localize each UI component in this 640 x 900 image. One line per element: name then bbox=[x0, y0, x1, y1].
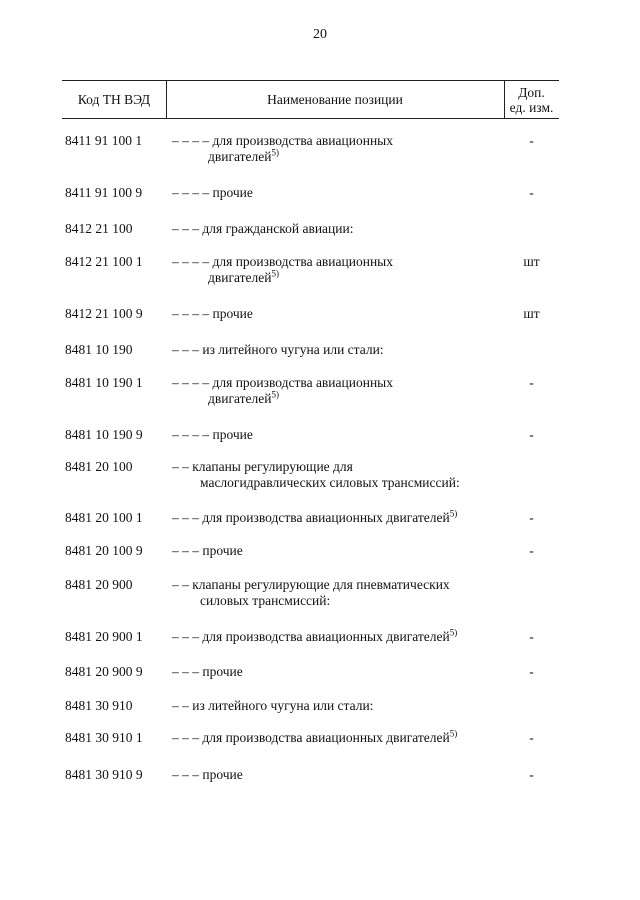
page-number: 20 bbox=[313, 27, 327, 42]
footnote-mark: 5) bbox=[271, 268, 279, 279]
row-code: 8481 20 100 9 bbox=[65, 543, 143, 558]
row-name bbox=[172, 698, 497, 714]
table-row bbox=[62, 767, 559, 797]
row-code: 8411 91 100 9 bbox=[65, 185, 143, 200]
row-code: 8481 30 910 1 bbox=[65, 730, 143, 745]
row-text: прочие bbox=[202, 767, 243, 782]
row-text-cont: маслогидравлических силовых трансмиссий: bbox=[200, 475, 460, 490]
table-row bbox=[62, 664, 559, 698]
row-unit: - bbox=[529, 543, 534, 558]
row-unit: - bbox=[529, 767, 534, 782]
row-unit: - bbox=[529, 730, 534, 745]
table-row bbox=[62, 306, 559, 342]
table-header bbox=[62, 80, 559, 119]
row-unit: - bbox=[529, 629, 534, 644]
row-name bbox=[172, 730, 497, 746]
header-unit bbox=[504, 81, 559, 118]
row-dash: – – – bbox=[172, 629, 199, 644]
row-name bbox=[172, 543, 497, 559]
row-unit: - bbox=[529, 510, 534, 525]
table-row bbox=[62, 342, 559, 375]
row-text: прочие bbox=[212, 185, 253, 200]
row-text: для производства авиационных двигателей bbox=[202, 510, 450, 525]
row-text-cont: двигателей bbox=[208, 391, 272, 406]
row-dash: – – – – bbox=[172, 133, 210, 148]
row-code: 8481 30 910 9 bbox=[65, 767, 143, 782]
row-dash: – – – bbox=[172, 767, 199, 782]
row-code: 8412 21 100 9 bbox=[65, 306, 143, 321]
table-row bbox=[62, 730, 559, 767]
row-dash: – – – bbox=[172, 221, 199, 236]
row-dash: – – – – bbox=[172, 254, 210, 269]
row-code: 8481 20 100 bbox=[65, 459, 133, 474]
table-row bbox=[62, 133, 559, 185]
table-row bbox=[62, 459, 559, 510]
footnote-mark: 5) bbox=[271, 147, 279, 158]
table-row bbox=[62, 629, 559, 664]
table-row bbox=[62, 185, 559, 221]
row-text: прочие bbox=[202, 664, 243, 679]
row-text: для гражданской авиации: bbox=[202, 221, 354, 236]
row-dash: – – – – bbox=[172, 375, 210, 390]
row-name bbox=[172, 254, 497, 286]
row-name bbox=[172, 664, 497, 680]
row-text: из литейного чугуна или стали: bbox=[202, 342, 384, 357]
row-unit: - bbox=[529, 133, 534, 148]
row-text: клапаны регулирующие для пневматических bbox=[192, 577, 450, 592]
row-code: 8411 91 100 1 bbox=[65, 133, 143, 148]
row-dash: – – bbox=[172, 698, 189, 713]
row-dash: – – – – bbox=[172, 427, 210, 442]
row-code: 8412 21 100 bbox=[65, 221, 133, 236]
footnote-mark: 5) bbox=[449, 508, 458, 519]
table-row bbox=[62, 698, 559, 730]
row-code: 8412 21 100 1 bbox=[65, 254, 143, 269]
table-row bbox=[62, 427, 559, 459]
row-dash: – – – bbox=[172, 664, 199, 679]
row-name bbox=[172, 375, 497, 407]
row-dash: – – bbox=[172, 459, 189, 474]
row-text: для производства авиационных bbox=[212, 133, 393, 148]
row-code: 8481 20 900 bbox=[65, 577, 133, 592]
row-text-cont: силовых трансмиссий: bbox=[200, 593, 331, 608]
row-name bbox=[172, 767, 497, 783]
header-code: Код ТН ВЭД bbox=[62, 81, 167, 118]
row-text: клапаны регулирующие для bbox=[192, 459, 353, 474]
row-name bbox=[172, 510, 497, 526]
row-code: 8481 30 910 bbox=[65, 698, 133, 713]
row-dash: – – – – bbox=[172, 185, 210, 200]
row-unit: - bbox=[529, 375, 534, 390]
row-code: 8481 10 190 bbox=[65, 342, 133, 357]
footnote-mark: 5) bbox=[271, 389, 279, 400]
row-name bbox=[172, 221, 497, 237]
row-dash: – – – – bbox=[172, 306, 210, 321]
row-name bbox=[172, 342, 497, 358]
row-unit: - bbox=[529, 664, 534, 679]
row-text: для производства авиационных двигателей bbox=[202, 730, 450, 745]
row-code: 8481 10 190 1 bbox=[65, 375, 143, 390]
row-name bbox=[172, 185, 497, 201]
row-text: прочие bbox=[202, 543, 243, 558]
footnote-mark: 5) bbox=[449, 627, 458, 638]
row-unit: шт bbox=[523, 306, 540, 321]
row-dash: – – – bbox=[172, 730, 199, 745]
header-unit-line1: Доп. bbox=[518, 84, 545, 100]
header-name: Наименование позиции bbox=[166, 81, 505, 118]
table-row bbox=[62, 577, 559, 629]
row-text: прочие bbox=[212, 306, 253, 321]
table-body bbox=[62, 133, 559, 797]
footnote-mark: 5) bbox=[449, 728, 458, 739]
table-row bbox=[62, 254, 559, 306]
row-name bbox=[172, 629, 497, 645]
row-text: для производства авиационных двигателей bbox=[202, 629, 450, 644]
row-dash: – – – bbox=[172, 342, 199, 357]
row-unit: - bbox=[529, 185, 534, 200]
row-unit: шт bbox=[523, 254, 540, 269]
row-code: 8481 20 900 9 bbox=[65, 664, 143, 679]
table-row bbox=[62, 543, 559, 577]
row-code: 8481 20 100 1 bbox=[65, 510, 143, 525]
table-row bbox=[62, 375, 559, 427]
header-unit-line2: ед. изм. bbox=[509, 99, 554, 115]
row-dash: – – – bbox=[172, 543, 199, 558]
row-code: 8481 20 900 1 bbox=[65, 629, 143, 644]
row-dash: – – – bbox=[172, 510, 199, 525]
row-text-cont: двигателей bbox=[208, 149, 272, 164]
row-text-cont: двигателей bbox=[208, 270, 272, 285]
row-code: 8481 10 190 9 bbox=[65, 427, 143, 442]
row-unit: - bbox=[529, 427, 534, 442]
table-row bbox=[62, 510, 559, 543]
row-name bbox=[172, 133, 497, 165]
row-text: для производства авиационных bbox=[212, 375, 393, 390]
row-dash: – – bbox=[172, 577, 189, 592]
row-name bbox=[172, 306, 497, 322]
row-name bbox=[172, 459, 497, 491]
row-name bbox=[172, 427, 497, 443]
row-text: для производства авиационных bbox=[212, 254, 393, 269]
table-row bbox=[62, 221, 559, 254]
row-text: из литейного чугуна или стали: bbox=[192, 698, 374, 713]
row-text: прочие bbox=[212, 427, 253, 442]
row-name bbox=[172, 577, 497, 609]
